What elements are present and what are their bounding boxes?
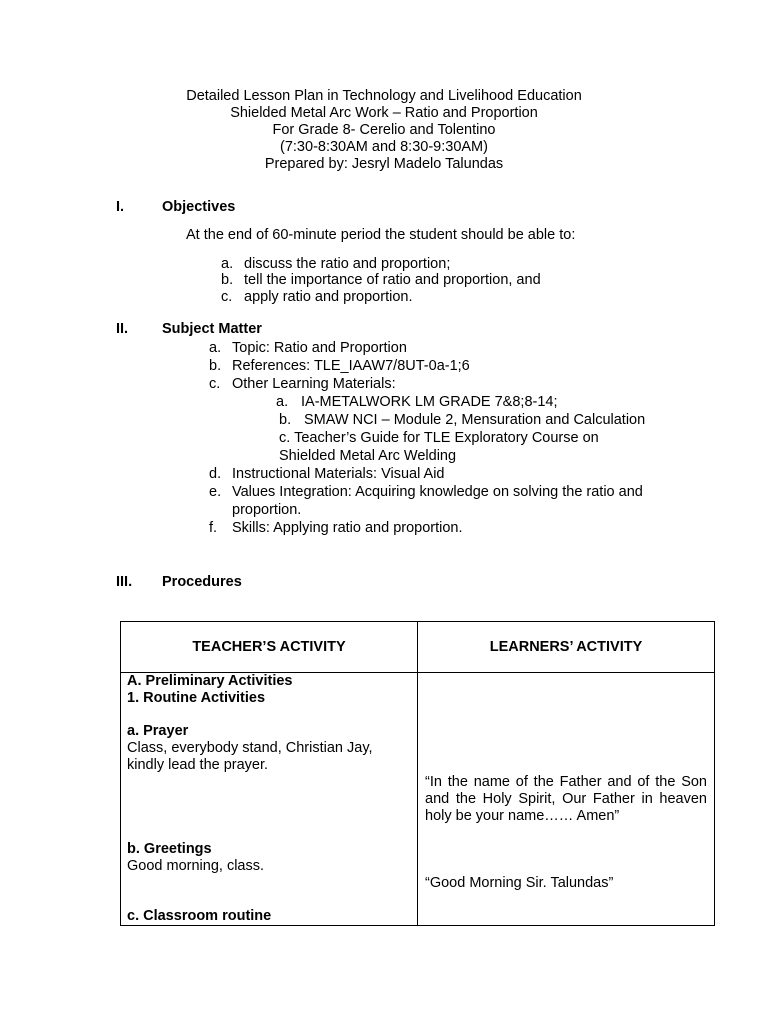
- objective-text: discuss the ratio and proportion;: [244, 256, 451, 272]
- objective-item: [221, 288, 232, 306]
- section-numeral-objectives: I.: [116, 199, 125, 215]
- material-item: [279, 429, 599, 447]
- objective-text: apply ratio and proportion.: [244, 289, 413, 305]
- prayer-instruction: Class, everybody stand, Christian Jay, kindly lead the prayer.: [127, 740, 373, 773]
- title-line-1: Detailed Lesson Plan in Technology and Livelihood Education: [186, 88, 582, 104]
- list-marker: a.: [276, 394, 289, 410]
- objectives-intro: At the end of 60-minute period the student should be able to:: [186, 227, 576, 243]
- list-marker: b.: [209, 358, 222, 374]
- document-title-block: [0, 88, 768, 173]
- routine-activities-heading: 1. Routine Activities: [127, 690, 266, 706]
- list-marker: b.: [279, 412, 292, 428]
- material-text: Teacher’s Guide for TLE Exploratory Course on: [294, 430, 599, 446]
- subject-other-materials: Other Learning Materials:: [232, 376, 396, 392]
- subject-topic: Topic: Ratio and Proportion: [232, 340, 407, 356]
- list-marker: c.: [209, 376, 221, 392]
- greetings-text: Good morning, class.: [127, 858, 265, 874]
- list-marker: c.: [221, 289, 233, 305]
- subject-references: References: TLE_IAAW7/8UT-0a-1;6: [232, 358, 470, 374]
- list-marker: b.: [221, 272, 234, 288]
- material-item: IA-METALWORK LM GRADE 7&8;8-14;: [301, 394, 558, 410]
- list-marker: c.: [279, 430, 291, 446]
- objective-item: [221, 271, 233, 289]
- section-title-subject-matter: Subject Matter: [162, 321, 262, 337]
- prayer-heading: a. Prayer: [127, 723, 189, 739]
- list-marker: f.: [209, 520, 218, 536]
- teacher-activity-header: TEACHER’S ACTIVITY: [121, 622, 418, 673]
- material-item: SMAW NCI – Module 2, Mensuration and Calculation: [304, 412, 646, 428]
- classroom-routine-heading: c. Classroom routine: [127, 908, 272, 924]
- list-marker: a.: [209, 340, 222, 356]
- subject-skills: Skills: Applying ratio and proportion.: [232, 520, 463, 536]
- learners-activity-header: LEARNERS’ ACTIVITY: [418, 622, 715, 673]
- section-numeral-procedures: III.: [116, 574, 133, 590]
- list-marker: a.: [221, 256, 234, 272]
- list-marker: d.: [209, 466, 222, 482]
- learners-activity-cell: [418, 673, 715, 926]
- subject-instructional-materials: Instructional Materials: Visual Aid: [232, 466, 445, 482]
- activity-table: [120, 621, 715, 926]
- teacher-activity-cell: [121, 673, 418, 926]
- preliminary-activities-heading: A. Preliminary Activities: [127, 673, 293, 689]
- table-row: [121, 673, 715, 926]
- section-title-objectives: Objectives: [162, 199, 236, 215]
- objective-text: tell the importance of ratio and proportion, and: [244, 272, 541, 288]
- section-numeral-subject-matter: II.: [116, 321, 129, 337]
- list-marker: e.: [209, 484, 222, 500]
- subject-values-continuation: proportion.: [232, 502, 302, 518]
- greetings-heading: b. Greetings: [127, 841, 212, 857]
- title-line-3: For Grade 8- Cerelio and Tolentino: [272, 122, 496, 138]
- table-header-row: [121, 622, 715, 673]
- section-title-procedures: Procedures: [162, 574, 242, 590]
- subject-values-integration: Values Integration: Acquiring knowledge on solving the ratio and: [232, 484, 643, 500]
- prayer-response: “In the name of the Father and of the Son and the Holy Spirit, Our Father in heaven holy be your name…… Amen”: [425, 774, 707, 824]
- title-line-5: Prepared by: Jesryl Madelo Talundas: [264, 156, 504, 172]
- greeting-response: “Good Morning Sir. Talundas”: [425, 875, 614, 891]
- material-continuation: Shielded Metal Arc Welding: [279, 448, 457, 464]
- title-line-2: Shielded Metal Arc Work – Ratio and Proportion: [230, 105, 538, 121]
- title-line-4: (7:30-8:30AM and 8:30-9:30AM): [280, 139, 488, 155]
